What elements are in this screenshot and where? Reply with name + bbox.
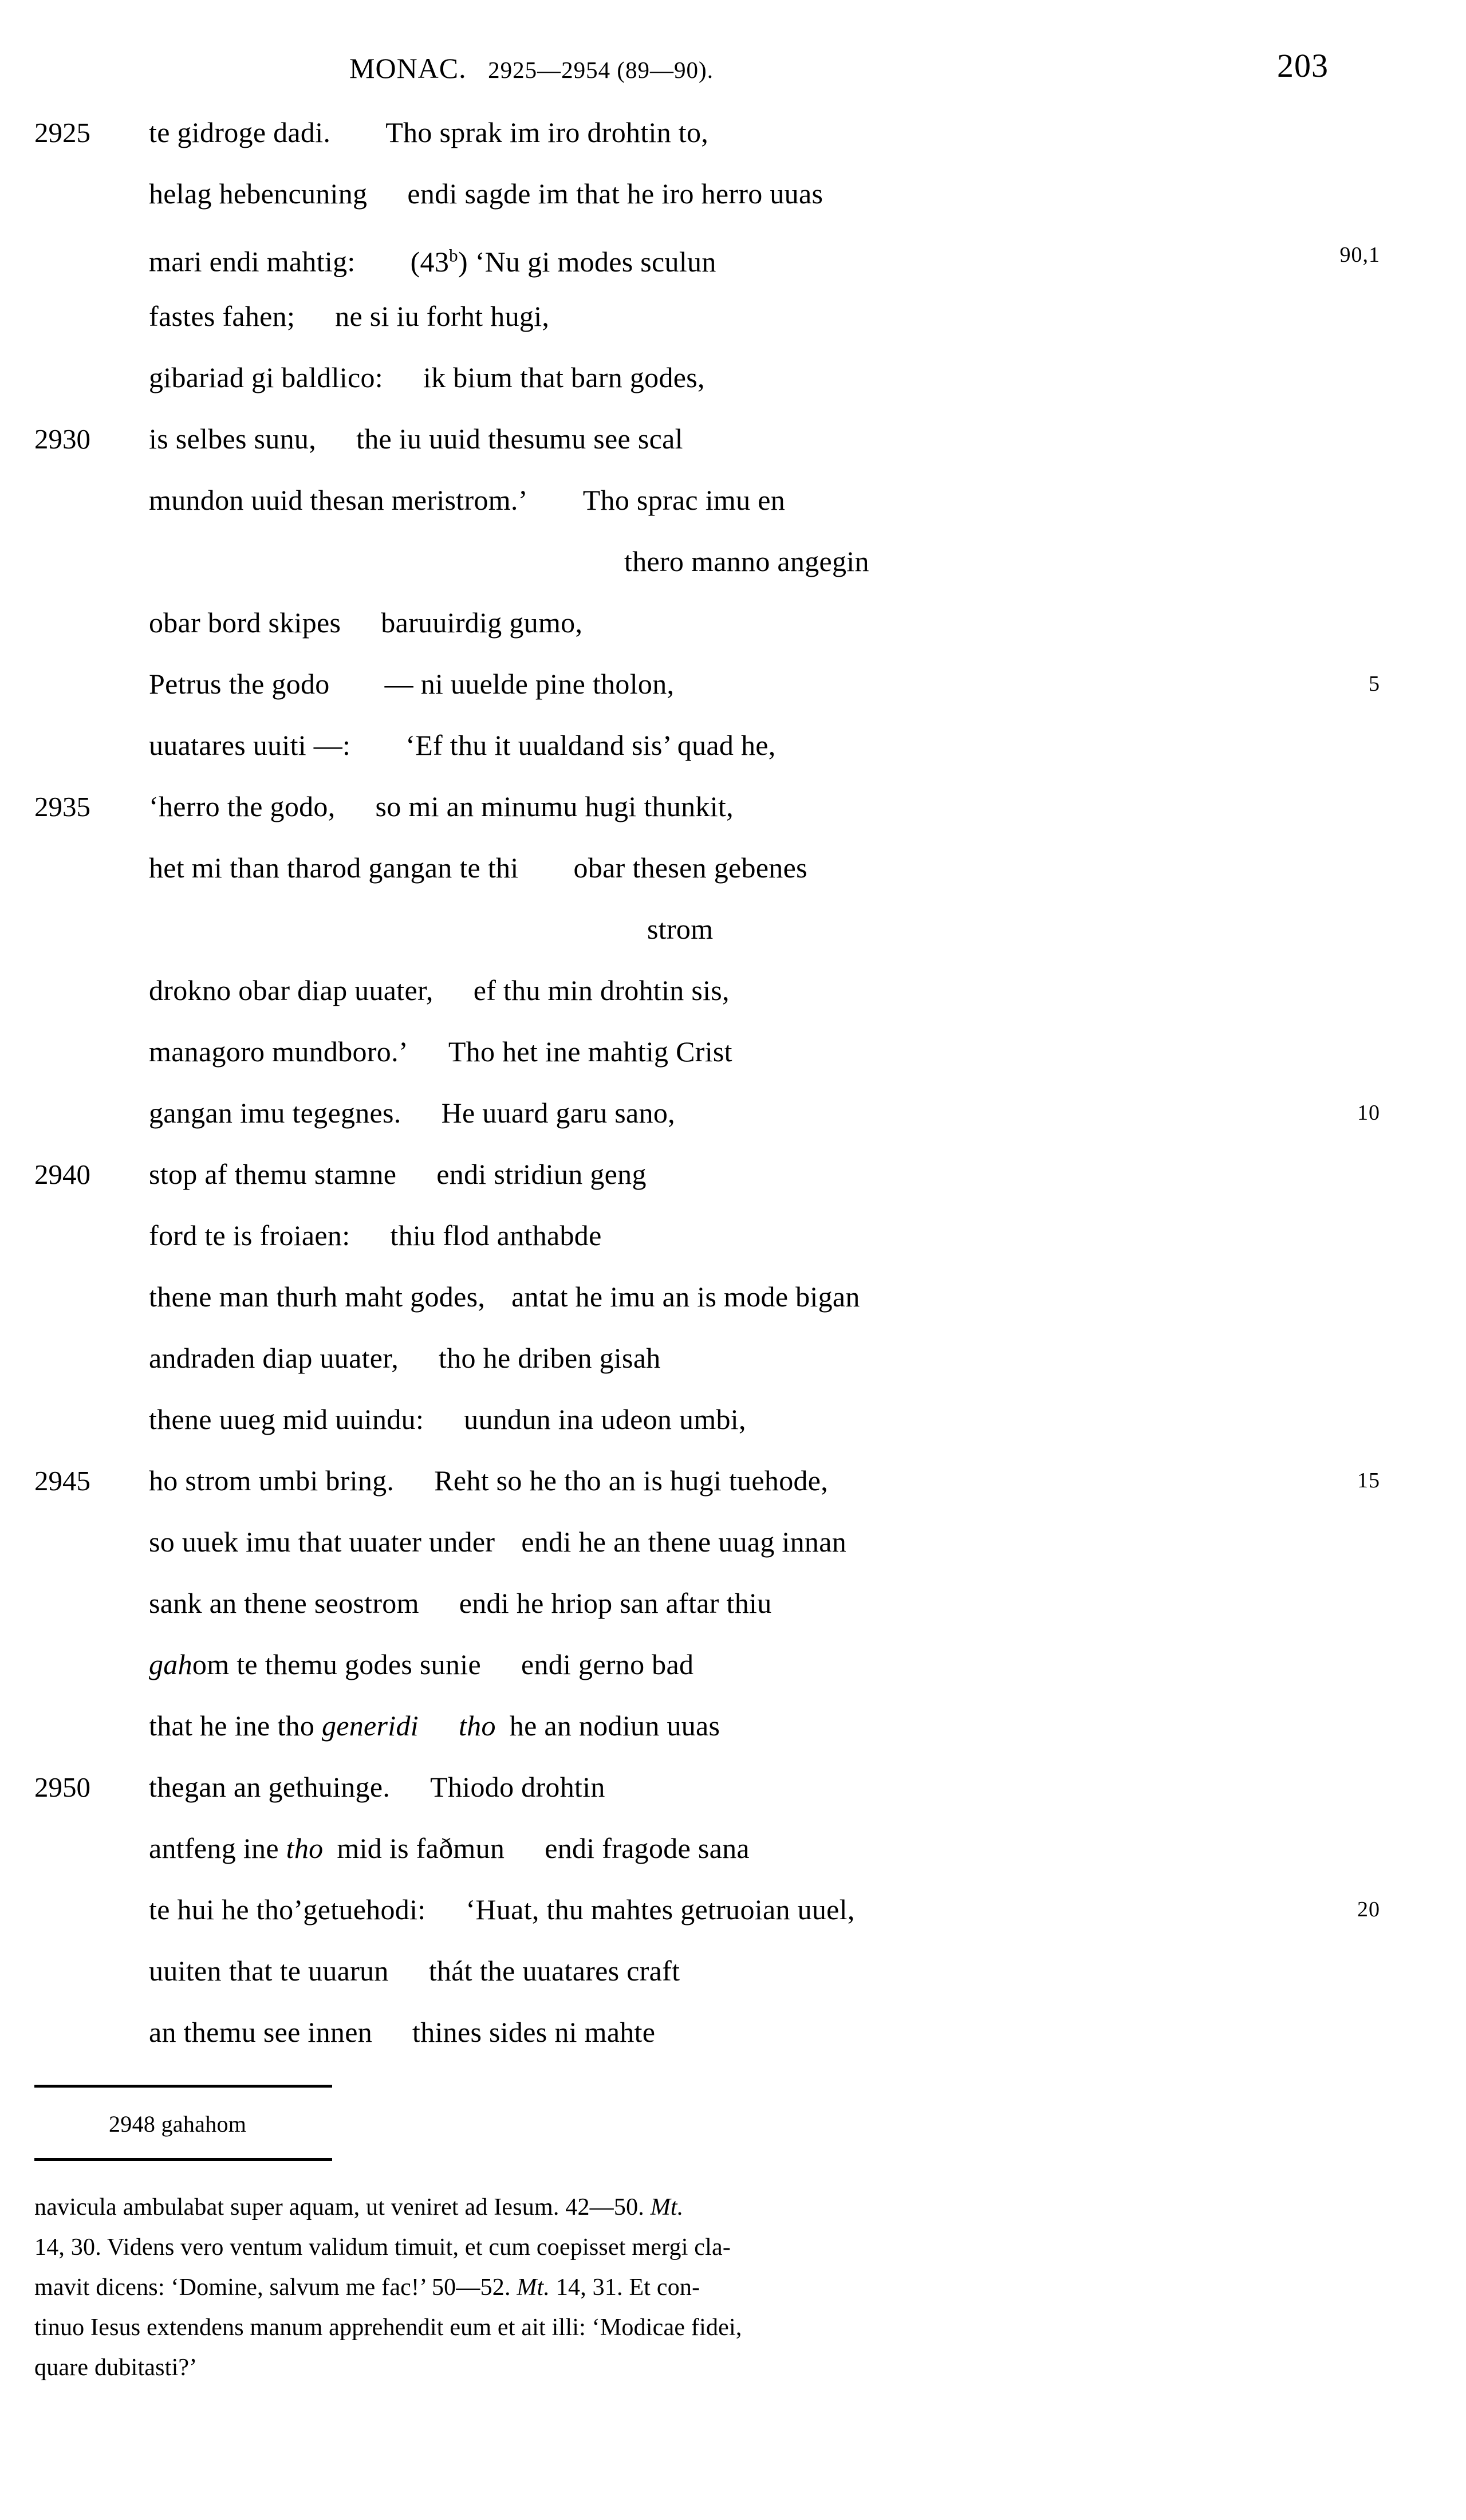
- verse-text: [149, 470, 785, 531]
- verse-line: [34, 286, 1380, 347]
- verse-half-a: stop af themu stamne: [149, 1158, 397, 1190]
- apparatus-line: 14, 30. Videns vero ventum validum timuit, et cum coepisset mergi cla-: [34, 2234, 731, 2261]
- verse-text: [149, 776, 734, 837]
- verse-half-a: gibariad gi baldlico:: [149, 361, 383, 393]
- verse-line: [34, 592, 1380, 653]
- verse-text: [149, 408, 683, 470]
- verse-half-b: endi gerno bad: [521, 1648, 694, 1680]
- verse-half-a: drokno obar diap uuater,: [149, 974, 434, 1006]
- verse-half-b: Thiodo drohtin: [430, 1771, 605, 1803]
- verse-half-b: endi sagde im that he iro herro uuas: [407, 178, 823, 210]
- verse-line: [34, 1511, 1380, 1573]
- verse-line: [34, 102, 1380, 163]
- verse-line: [34, 1634, 1380, 1695]
- marginal-reference: 90,1: [1339, 243, 1380, 267]
- verse-half-b: ef thu min drohtin sis,: [473, 974, 730, 1006]
- verse-half-a: sank an thene seostrom: [149, 1587, 419, 1619]
- verse-half-b: Reht so he tho an is hugi tuehode,: [434, 1464, 829, 1497]
- verse-half-a: mari endi mahtig:: [149, 245, 356, 278]
- verse-line: [34, 1573, 1380, 1634]
- line-number: 2925: [34, 117, 90, 148]
- verse-line: [34, 225, 1380, 286]
- verse-line: [34, 1757, 1380, 1818]
- variant-footnote: 2948 gahahom: [109, 2111, 247, 2137]
- verse-half-a: om te themu godes sunie: [192, 1648, 481, 1680]
- verse-line-continuation: [34, 531, 1380, 592]
- running-head: [349, 52, 714, 85]
- verse-italic-emend: tho: [286, 1832, 324, 1864]
- verse-half-b: uundun ina udeon umbi,: [464, 1403, 746, 1435]
- verse-half-b: Tho sprac imu en: [582, 484, 785, 516]
- verse-continuation-text: strom: [647, 913, 714, 945]
- verse-half-a: helag hebencuning: [149, 178, 368, 210]
- verse-line: [34, 960, 1380, 1021]
- verse-half-b: so mi an minumu hugi thunkit,: [375, 790, 734, 822]
- verse-half-b: endi he an thene uuag innan: [521, 1526, 847, 1558]
- verse-half-a: het mi than tharod gangan te thi: [149, 852, 519, 884]
- verse-half-a: antfeng ine: [149, 1832, 286, 1864]
- latin-apparatus: [34, 2187, 1397, 2388]
- apparatus-line: quare dubitasti?’: [34, 2354, 198, 2381]
- verse-half-a: thene uueg mid uuindu:: [149, 1403, 424, 1435]
- verse-text: [149, 1634, 693, 1695]
- marginal-reference: 20: [1357, 1897, 1380, 1922]
- verse-half-a: andraden diap uuater,: [149, 1342, 399, 1374]
- verse-line: [34, 776, 1380, 837]
- verse-line: [34, 715, 1380, 776]
- apparatus-line: navicula ambulabat super aquam, ut veniret ad Iesum. 42—50. Mt.: [34, 2194, 684, 2220]
- verse-line: [34, 470, 1380, 531]
- verse-line-continuation: [34, 899, 1380, 960]
- verse-text: [149, 1021, 732, 1082]
- verse-text: [149, 592, 582, 653]
- verse-half-b: (43$^b$) ‘Nu gi modes sculun: [410, 245, 716, 278]
- verse-text: [149, 225, 716, 293]
- verse-half-a2: mid is faðmun: [337, 1832, 505, 1864]
- verse-half-a: gangan imu tegegnes.: [149, 1097, 401, 1129]
- verse-half-a: that he ine tho: [149, 1710, 322, 1742]
- verse-text: [149, 102, 708, 163]
- verse-half-a: ford te is froiaen:: [149, 1219, 350, 1251]
- verse-half-b: thiu flod anthabde: [390, 1219, 602, 1251]
- verse-half-b: Tho sprak im iro drohtin to,: [385, 116, 709, 148]
- verse-italic-emend: generidi: [321, 1710, 419, 1742]
- verse-text: [149, 1879, 855, 1940]
- verse-text: [149, 1205, 602, 1266]
- verse-line: [34, 1450, 1380, 1511]
- verse-text: [149, 286, 549, 347]
- verse-line: [34, 347, 1380, 408]
- verse-half-b: antat he imu an is mode bigan: [511, 1281, 860, 1313]
- verse-half-b: Tho het ine mahtig Crist: [448, 1035, 732, 1068]
- running-head-range: 2925—2954 (89—90).: [488, 57, 714, 83]
- page-header: [103, 0, 1363, 86]
- verse-text: [149, 1266, 860, 1328]
- verse-half-a: thene man thurh maht godes,: [149, 1281, 486, 1313]
- verse-half-b: baruuirdig gumo,: [381, 607, 583, 639]
- verse-half-a: managoro mundboro.’: [149, 1035, 408, 1068]
- footnote-rule-top: [34, 2085, 332, 2088]
- verse-text: [149, 1328, 661, 1389]
- marginal-reference: 15: [1357, 1468, 1380, 1493]
- verse-text: [149, 1573, 772, 1634]
- verse-half-a: thegan an gethuinge.: [149, 1771, 391, 1803]
- verse-half-a: an themu see innen: [149, 2016, 372, 2048]
- verse-half-a: so uuek imu that uuater under: [149, 1526, 495, 1558]
- verse-half-a: ho strom umbi bring.: [149, 1464, 395, 1497]
- verse-line: [34, 1266, 1380, 1328]
- verse-half-b: obar thesen gebenes: [573, 852, 807, 884]
- line-number: 2940: [34, 1159, 90, 1190]
- verse-half-b: the iu uuid thesumu see scal: [356, 423, 683, 455]
- verse-half-b: tho he driben gisah: [439, 1342, 661, 1374]
- marginal-reference: 5: [1369, 672, 1380, 696]
- verse-text: [149, 1389, 746, 1450]
- verse-half-b: endi stridiun geng: [436, 1158, 647, 1190]
- verse-half-b: He uuard garu sano,: [441, 1097, 675, 1129]
- verse-line: [34, 1021, 1380, 1082]
- verse-italic-emend: gah: [149, 1648, 192, 1680]
- verse-text: [149, 653, 674, 715]
- apparatus-line: mavit dicens: ‘Domine, salvum me fac!’ 50—52. Mt. 14, 31. Et con-: [34, 2274, 700, 2301]
- verse-continuation-text: thero manno angegin: [624, 545, 869, 577]
- verse-text: [149, 715, 776, 776]
- verse-half-b: he an nodiun uuas: [509, 1710, 720, 1742]
- apparatus-line: tinuo Iesus extendens manum apprehendit eum et ait illi: ‘Modicae fidei,: [34, 2314, 742, 2341]
- verse-line: [34, 163, 1380, 225]
- running-head-sigil: MONAC.: [349, 52, 467, 84]
- verse-text: [149, 1940, 680, 2002]
- verse-text: [149, 837, 807, 899]
- verse-half-a: mundon uuid thesan meristrom.’: [149, 484, 528, 516]
- verse-half-a: obar bord skipes: [149, 607, 341, 639]
- verse-line: [34, 1328, 1380, 1389]
- verse-line: [34, 1695, 1380, 1757]
- verse-text: [149, 1757, 605, 1818]
- verse-half-b: ‘Huat, thu mahtes getruoian uuel,: [466, 1893, 855, 1926]
- verse-line: [34, 1879, 1380, 1940]
- verse-text: [149, 163, 823, 225]
- verse-text: [149, 2002, 655, 2063]
- marginal-reference: 10: [1357, 1101, 1380, 1125]
- verse-half-a: fastes fahen;: [149, 300, 295, 332]
- verse-half-a: uuiten that te uuarun: [149, 1955, 389, 1987]
- verse-half-b: ik bium that barn godes,: [423, 361, 705, 393]
- footnote-rule-bottom: [34, 2158, 332, 2161]
- verse-half-b: endi he hriop san aftar thiu: [459, 1587, 772, 1619]
- verse-line: [34, 1082, 1380, 1144]
- verse-text: [149, 1450, 828, 1511]
- verse-half-a: te gidroge dadi.: [149, 116, 331, 148]
- verse-text: [149, 1082, 675, 1144]
- verse-half-b: — ni uuelde pine tholon,: [384, 668, 675, 700]
- page-number: 203: [1277, 47, 1329, 84]
- verse-half-b: thát the uuatares craft: [428, 1955, 680, 1987]
- verse-line: [34, 1940, 1380, 2002]
- verse-line: [34, 653, 1380, 715]
- verse-half-a: Petrus the godo: [149, 668, 330, 700]
- verse-half-b: thines sides ni mahte: [412, 2016, 656, 2048]
- line-number: 2950: [34, 1771, 90, 1803]
- verse-half-a: ‘herro the godo,: [149, 790, 336, 822]
- verse-line: [34, 1144, 1380, 1205]
- verse-half-b: ‘Ef thu it uualdand sis’ quad he,: [405, 729, 776, 761]
- verse-text: [149, 1818, 750, 1879]
- verse-italic-emend: tho: [458, 1710, 496, 1742]
- verse-text: [149, 960, 730, 1021]
- line-number: 2930: [34, 423, 90, 455]
- verse-text: [149, 1511, 846, 1573]
- line-number: 2935: [34, 791, 90, 822]
- verse-half-a: uuatares uuiti —:: [149, 729, 351, 761]
- verse-line: [34, 1389, 1380, 1450]
- verse-half-b: endi fragode sana: [545, 1832, 750, 1864]
- verse-half-b: ne si iu forht hugi,: [335, 300, 550, 332]
- verse-text: [149, 1695, 720, 1757]
- verse-line: [34, 837, 1380, 899]
- verse-line: [34, 2002, 1380, 2063]
- verse-half-a: te hui he tho’getuehodi:: [149, 1893, 426, 1926]
- verse-block: [34, 102, 1380, 2063]
- verse-line: [34, 1818, 1380, 1879]
- verse-text: [149, 1144, 647, 1205]
- verse-line: [34, 1205, 1380, 1266]
- verse-line: [34, 408, 1380, 470]
- verse-half-a: is selbes sunu,: [149, 423, 316, 455]
- verse-text: [149, 347, 705, 408]
- line-number: 2945: [34, 1465, 90, 1497]
